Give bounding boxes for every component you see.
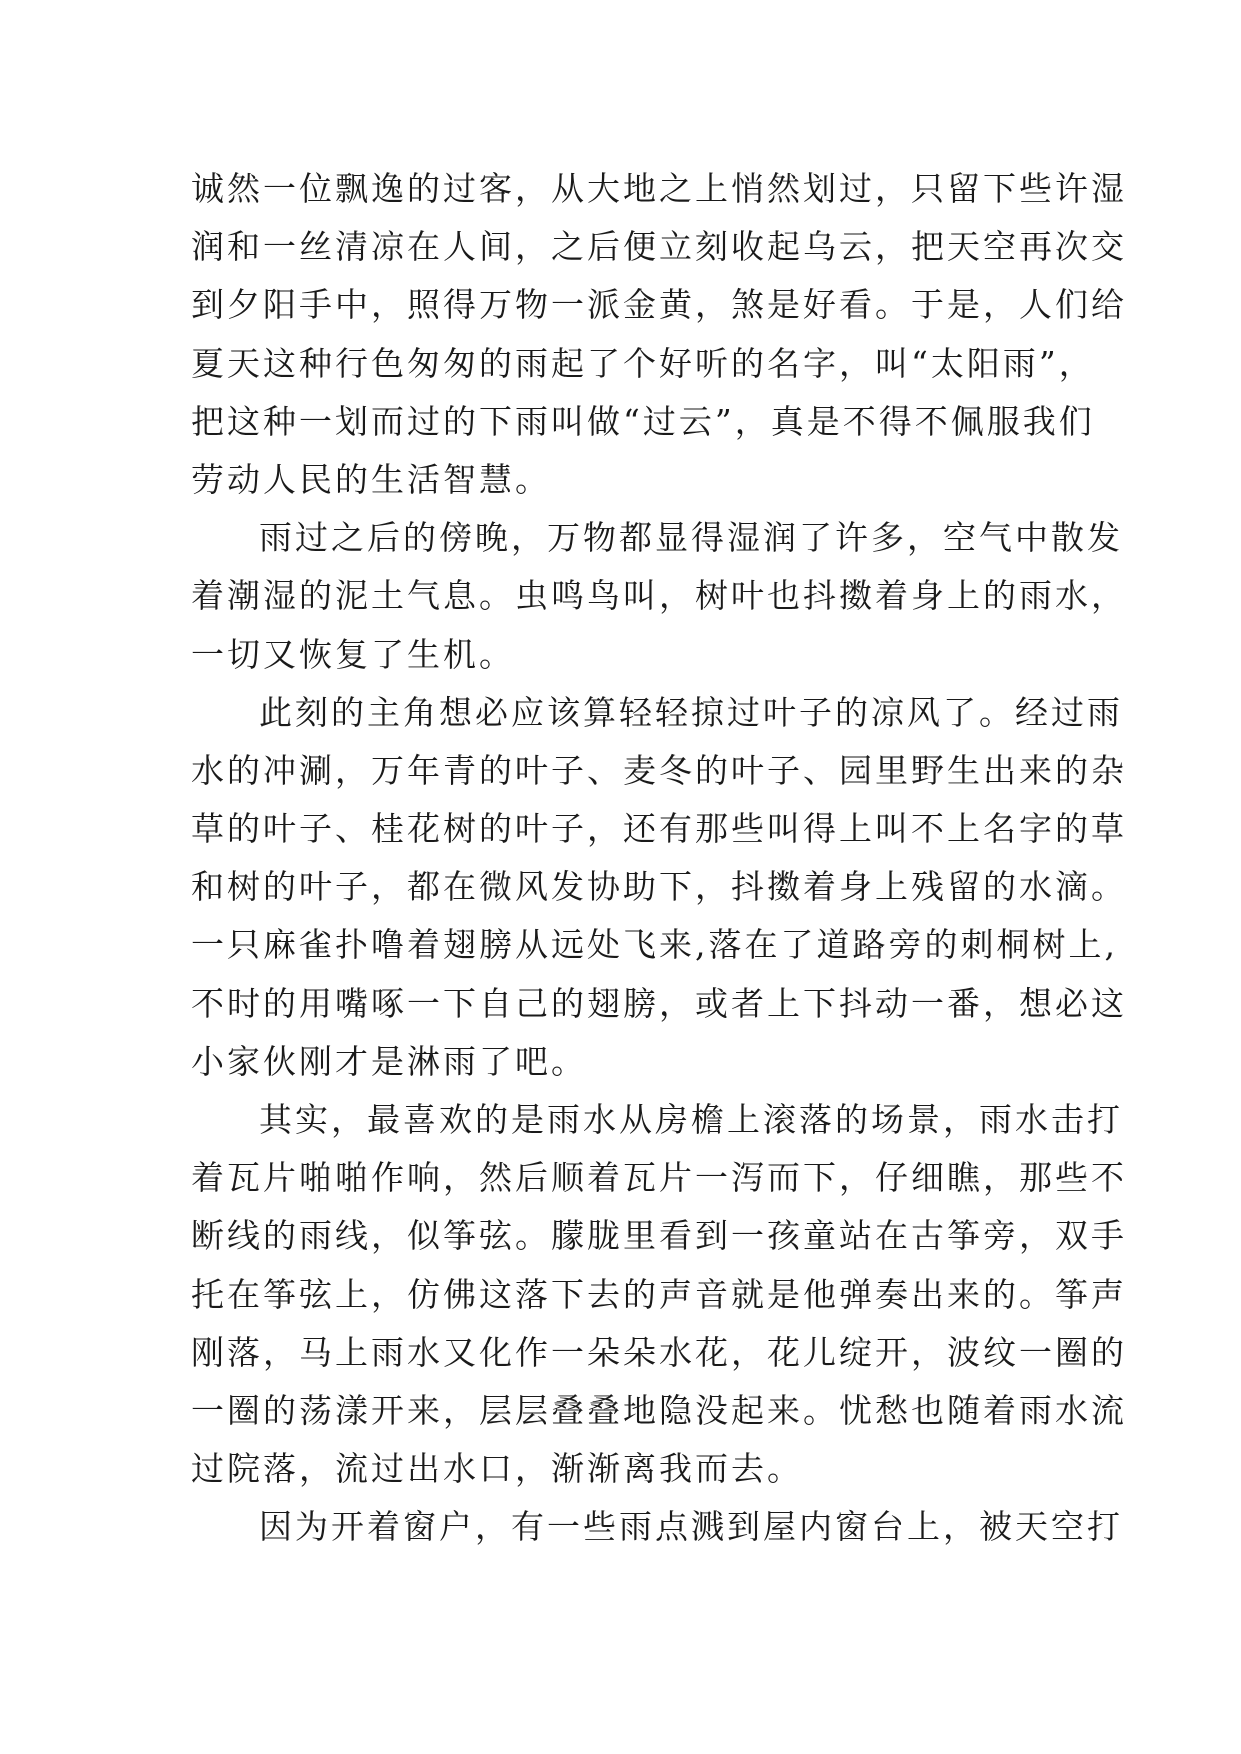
text-line: 把这种一划而过的下雨叫做“过云”，真是不得不佩服我们 — [191, 401, 1095, 441]
text-line: 着潮湿的泥土气息。虫鸣鸟叫，树叶也抖擞着身上的雨水， — [191, 576, 1127, 616]
text-line: 一切又恢复了生机。 — [191, 634, 515, 674]
text-line: 和树的叶子，都在微风发协助下，抖擞着身上残留的水滴。 — [191, 867, 1127, 907]
text-line: 因为开着窗户，有一些雨点溅到屋内窗台上，被天空打 — [259, 1507, 1123, 1547]
text-line: 断线的雨线，似筝弦。朦胧里看到一孩童站在古筝旁，双手 — [191, 1216, 1127, 1256]
text-line: 此刻的主角想必应该算轻轻掠过叶子的凉风了。经过雨 — [259, 692, 1123, 732]
text-line: 不时的用嘴啄一下自己的翅膀，或者上下抖动一番，想必这 — [191, 983, 1127, 1023]
text-line: 过院落，流过出水口，渐渐离我而去。 — [191, 1449, 803, 1489]
text-line: 到夕阳手中，照得万物一派金黄，煞是好看。于是，人们给 — [191, 285, 1127, 325]
text-line: 草的叶子、桂花树的叶子，还有那些叫得上叫不上名字的草 — [191, 809, 1127, 849]
text-line: 水的冲涮，万年青的叶子、麦冬的叶子、园里野生出来的杂 — [191, 750, 1127, 790]
text-line: 其实，最喜欢的是雨水从房檐上滚落的场景，雨水击打 — [259, 1100, 1123, 1139]
text-line: 诚然一位飘逸的过客，从大地之上悄然划过，只留下些许湿 — [191, 169, 1127, 208]
text-line: 一圈的荡漾开来，层层叠叠地隐没起来。忧愁也随着雨水流 — [191, 1390, 1127, 1430]
text-line: 雨过之后的傍晚，万物都显得湿润了许多，空气中散发 — [259, 518, 1123, 558]
text-line: 夏天这种行色匆匆的雨起了个好听的名字，叫“太阳雨”， — [191, 343, 1095, 383]
text-line: 润和一丝清凉在人间，之后便立刻收起乌云，把天空再次交 — [191, 227, 1127, 267]
text-line: 一只麻雀扑噜着翅膀从远处飞来,落在了道路旁的刺桐树上, — [191, 925, 1118, 965]
text-line: 劳动人民的生活智慧。 — [191, 459, 551, 499]
text-line: 着瓦片啪啪作响，然后顺着瓦片一泻而下，仔细瞧，那些不 — [191, 1158, 1127, 1198]
text-line: 小家伙刚才是淋雨了吧。 — [191, 1041, 587, 1081]
text-line: 刚落，马上雨水又化作一朵朵水花，花儿绽开，波纹一圈的 — [191, 1332, 1127, 1372]
text-line: 托在筝弦上，仿佛这落下去的声音就是他弹奏出来的。筝声 — [191, 1274, 1127, 1314]
body-text — [191, 160, 1127, 1557]
